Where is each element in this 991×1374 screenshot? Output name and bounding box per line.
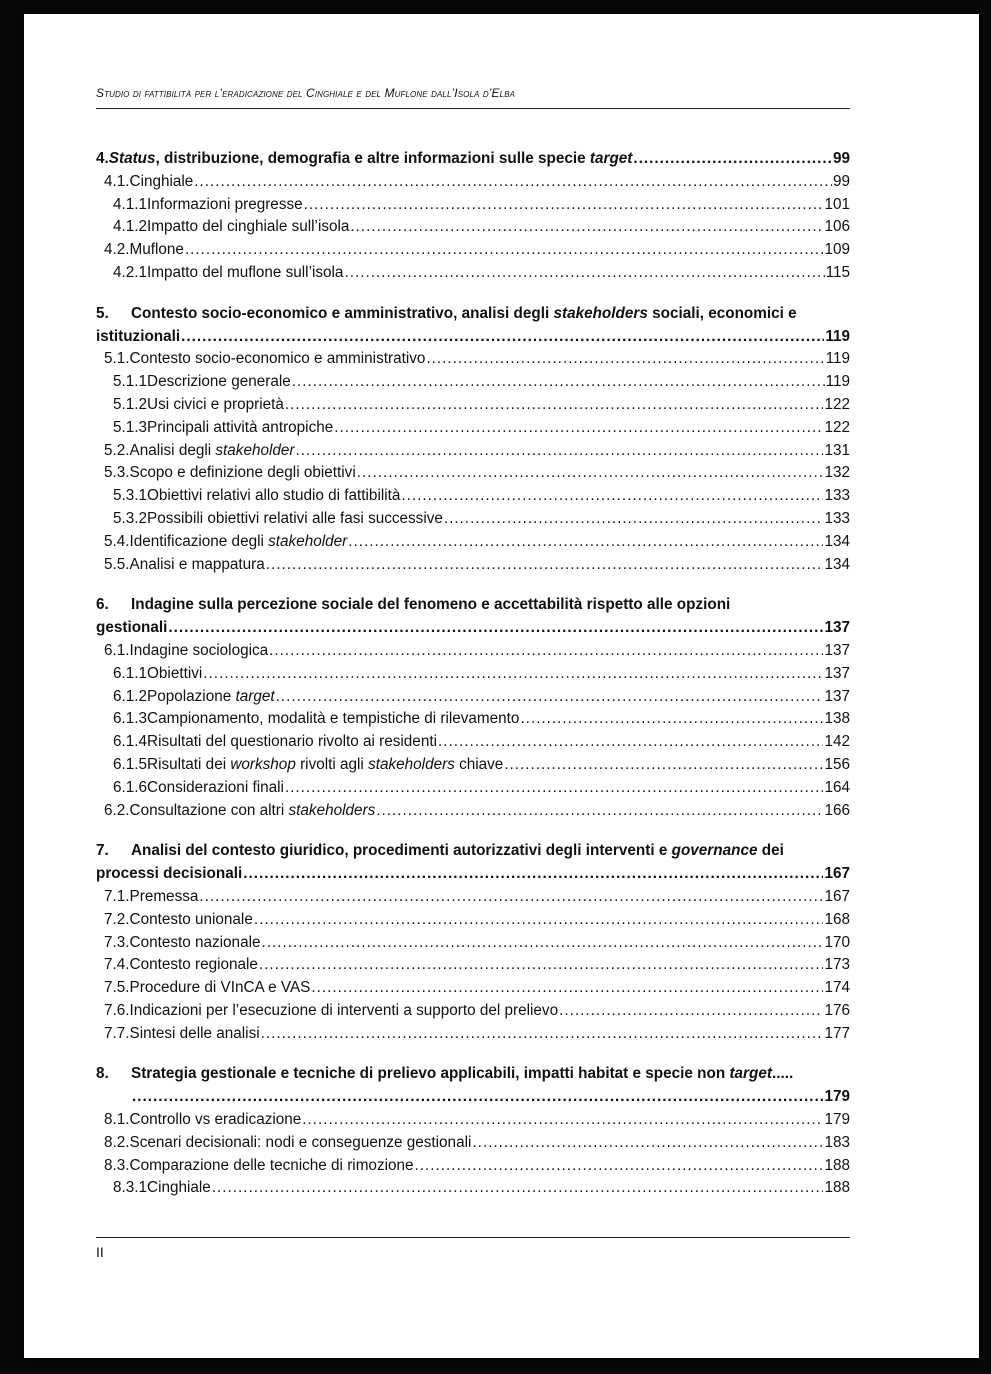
toc-entry[interactable] [96, 1000, 850, 1023]
title-part: Strategia gestionale e tecniche di prelievo applicabili, impatti habitat e specie non [131, 1065, 730, 1083]
toc-entry[interactable] [96, 954, 850, 977]
toc-entry-number: 6. [96, 596, 109, 614]
toc-entry-number: 7.4. [104, 956, 130, 974]
dot-leader [285, 777, 824, 800]
toc-entry[interactable] [96, 1177, 850, 1200]
toc-entry-title: Scopo e definizione degli obiettivi [129, 464, 356, 482]
title-part: stakeholder [268, 532, 348, 550]
toc-entry[interactable] [96, 216, 850, 239]
dot-leader [269, 640, 823, 663]
dot-leader [348, 531, 823, 554]
dot-leader [633, 148, 832, 171]
dot-leader [276, 686, 824, 709]
dot-leader [304, 194, 824, 217]
toc-entry-number: 8.2. [104, 1133, 130, 1151]
toc-entry-title: Risultati del questionario rivolto ai residenti [147, 733, 437, 751]
toc-entry-number: 5.1.1 [113, 373, 148, 391]
toc-entry-title: Impatto del cinghiale sull’isola [147, 218, 350, 236]
toc-entry[interactable] [96, 531, 850, 554]
toc-page-number: 137 [824, 641, 850, 659]
toc-entry[interactable] [96, 663, 850, 686]
toc-page-number: 134 [824, 555, 850, 573]
title-part: workshop [230, 755, 296, 773]
toc-entry-number: 5.3. [104, 464, 130, 482]
toc-page-number: 122 [824, 395, 850, 413]
title-part: rivolti agli [295, 755, 369, 773]
dot-leader [311, 977, 823, 1000]
table-of-contents [96, 148, 850, 1200]
toc-entry-heading-line[interactable] [96, 863, 850, 886]
toc-entry-number: 7.5. [104, 979, 130, 997]
toc-entry-number: 4.2.1 [113, 263, 148, 281]
dot-leader [472, 1132, 823, 1155]
toc-entry-title: Muflone [129, 241, 184, 259]
toc-entry-number: 6.1.6 [113, 778, 148, 796]
dot-leader [285, 394, 824, 417]
page-footer [96, 1237, 850, 1260]
toc-page-number: 137 [824, 687, 850, 705]
toc-entry-heading-line[interactable] [96, 594, 850, 617]
toc-page-number: 174 [824, 979, 850, 997]
toc-page-number: 122 [824, 418, 850, 436]
title-part: Analisi del contesto giuridico, procedimenti autorizzativi degli interventi e [131, 842, 672, 860]
title-part: Risultati dei [147, 755, 231, 773]
toc-entry[interactable] [96, 462, 850, 485]
toc-page-number: 167 [824, 865, 850, 883]
dot-leader [559, 1000, 823, 1023]
toc-entry-heading-line[interactable] [96, 1063, 850, 1086]
dot-leader [302, 1109, 823, 1132]
toc-entry-title: Indagine sociologica [129, 641, 269, 659]
toc-entry-number: 5.4. [104, 532, 130, 550]
dot-leader [296, 440, 824, 463]
title-part: target [729, 1065, 772, 1083]
toc-page-number: 101 [824, 195, 850, 213]
toc-entry-number: 4.2. [104, 241, 130, 259]
toc-chapter-7 [96, 840, 850, 1045]
toc-entry-number: 5.1.3 [113, 418, 148, 436]
running-header [96, 84, 850, 109]
toc-page-number: 168 [824, 910, 850, 928]
toc-page-number: 179 [824, 1088, 850, 1106]
toc-page-number: 137 [824, 619, 850, 637]
dot-leader [292, 371, 825, 394]
dot-leader [376, 800, 823, 823]
dot-leader [444, 508, 824, 531]
toc-entry[interactable] [96, 640, 850, 663]
toc-page-number: 176 [824, 1001, 850, 1019]
toc-entry-title: Possibili obiettivi relativi alle fasi successive [147, 509, 443, 527]
toc-entry[interactable] [96, 348, 850, 371]
toc-page-number: 173 [824, 956, 850, 974]
toc-entry-title: Sintesi delle analisi [129, 1024, 260, 1042]
toc-entry-title: Cinghiale [129, 172, 194, 190]
toc-entry[interactable] [96, 194, 850, 217]
toc-entry-title: Comparazione delle tecniche di rimozione [129, 1156, 414, 1174]
dot-leader [261, 932, 823, 955]
toc-entry-title [147, 686, 275, 709]
title-part: istituzionali [96, 327, 181, 345]
toc-entry-heading-line[interactable] [96, 617, 850, 640]
toc-entry-number: 6.1. [104, 641, 130, 659]
title-part: Consultazione con altri [129, 801, 289, 819]
toc-entry[interactable] [96, 1023, 850, 1046]
toc-entry[interactable] [96, 1132, 850, 1155]
toc-entry-number: 5.3.2 [113, 509, 148, 527]
toc-entry[interactable] [96, 394, 850, 417]
toc-entry-title: Cinghiale [147, 1179, 211, 1197]
toc-entry[interactable] [96, 371, 850, 394]
toc-entry-number: 6.1.1 [113, 664, 148, 682]
toc-page-number: 167 [824, 887, 850, 905]
title-part: stakeholders [553, 304, 648, 322]
toc-entry-number: 6.2. [104, 801, 130, 819]
title-part: Status [108, 150, 156, 167]
toc-entry-title: Premessa [129, 887, 199, 905]
toc-entry-heading-line[interactable] [96, 303, 850, 326]
toc-entry-title: Impatto del muflone sull’isola [147, 263, 344, 281]
toc-entry-number: 6.1.3 [113, 710, 148, 728]
toc-entry-title: Obiettivi [147, 664, 203, 682]
toc-page-number: 119 [825, 327, 850, 345]
dot-leader [344, 262, 824, 285]
title-part: Analisi degli [129, 441, 216, 459]
title-part: ..... [771, 1065, 794, 1083]
toc-entry-number: 6.1.2 [113, 687, 148, 705]
toc-entry[interactable] [96, 909, 850, 932]
toc-page-number: 142 [824, 733, 850, 751]
toc-entry[interactable] [96, 731, 850, 754]
toc-page-number: 119 [825, 350, 850, 368]
toc-page-number: 99 [832, 172, 850, 190]
title-part: governance [671, 842, 758, 860]
toc-entry-title: Indicazioni per l’esecuzione di interventi a supporto del prelievo [129, 1001, 559, 1019]
dot-leader [401, 485, 823, 508]
toc-entry-title: Contesto nazionale [129, 933, 261, 951]
toc-page-number: 177 [824, 1024, 850, 1042]
toc-page-number: 109 [824, 241, 850, 259]
toc-page-number: 188 [824, 1179, 850, 1197]
dot-leader [266, 554, 824, 577]
toc-entry-title: Scenari decisionali: nodi e conseguenze gestionali [129, 1133, 472, 1151]
toc-entry-title: Contesto regionale [129, 956, 258, 974]
dot-leader [212, 1177, 824, 1200]
toc-entry-title: Informazioni pregresse [147, 195, 303, 213]
toc-page-number: 132 [824, 464, 850, 482]
toc-entry-title: Contesto unionale [129, 910, 253, 928]
toc-entry-number: 5.5. [104, 555, 130, 573]
toc-entry-heading-line[interactable] [96, 326, 850, 349]
toc-page-number: 188 [824, 1156, 850, 1174]
toc-entry[interactable] [96, 239, 850, 262]
title-part: sociali, economici e [647, 304, 797, 322]
toc-entry[interactable] [96, 686, 850, 709]
toc-page-number: 164 [824, 778, 850, 796]
dot-leader [181, 326, 824, 349]
toc-entry-number: 8.3. [104, 1156, 130, 1174]
toc-entry-title [130, 440, 295, 463]
toc-entry-title: Descrizione generale [147, 373, 291, 391]
toc-entry-number: 5.2. [104, 441, 130, 459]
toc-entry-title: Procedure di VInCA e VAS [129, 979, 311, 997]
toc-chapter-6 [96, 594, 850, 822]
title-part: target [235, 687, 275, 705]
dot-leader [243, 863, 823, 886]
dot-leader [132, 1086, 823, 1109]
toc-entry-number: 4.1.2 [113, 218, 148, 236]
dot-leader [259, 954, 824, 977]
dot-leader [504, 754, 823, 777]
toc-page-number: 138 [824, 710, 850, 728]
dot-leader [185, 239, 824, 262]
toc-entry[interactable] [96, 1109, 850, 1132]
toc-entry-title [130, 800, 376, 823]
toc-entry-number: 7. [96, 842, 109, 860]
toc-entry-heading-line[interactable] [96, 840, 850, 863]
toc-entry-number: 6.1.5 [113, 755, 148, 773]
toc-entry-number: 8.3.1 [113, 1179, 148, 1197]
dot-leader [350, 216, 823, 239]
toc-entry-number: 7.6. [104, 1001, 130, 1019]
title-part: gestionali [96, 619, 168, 637]
dot-leader [254, 909, 824, 932]
toc-entry[interactable] [96, 508, 850, 531]
dot-leader [357, 462, 824, 485]
title-part: , distribuzione, demografia e altre informazioni sulle specie [155, 150, 590, 167]
toc-entry-number: 4.1.1 [113, 195, 148, 213]
toc-entry-number: 7.3. [104, 933, 130, 951]
title-part: Contesto socio-economico e amministrativo, analisi degli [131, 304, 554, 322]
toc-entry[interactable] [96, 977, 850, 1000]
toc-entry-title: Considerazioni finali [147, 778, 284, 796]
dot-leader [334, 417, 823, 440]
dot-leader [415, 1155, 824, 1178]
dot-leader [168, 617, 823, 640]
toc-entry[interactable] [96, 800, 850, 823]
title-part: target [589, 150, 633, 167]
title-part: stakeholder [215, 441, 295, 459]
toc-entry-number: 7.1. [104, 887, 130, 905]
toc-entry[interactable] [96, 754, 850, 777]
toc-page-number: 99 [832, 150, 850, 167]
toc-page-number: 170 [824, 933, 850, 951]
toc-entry-number: 5.1.2 [113, 395, 148, 413]
toc-page-number: 115 [825, 263, 850, 281]
toc-entry[interactable] [96, 777, 850, 800]
toc-entry[interactable] [96, 1155, 850, 1178]
toc-page-number: 133 [824, 487, 850, 505]
toc-page-number: 137 [824, 664, 850, 682]
toc-entry-title: Obiettivi relativi allo studio di fattibilità [147, 487, 401, 505]
dot-leader [438, 731, 823, 754]
toc-page-number: 131 [824, 441, 850, 459]
toc-entry-number: 5.3.1 [113, 487, 148, 505]
dot-leader [426, 348, 824, 371]
toc-page-number: 166 [824, 801, 850, 819]
page-label: II [96, 1244, 104, 1260]
toc-entry-number: 4.1. [104, 172, 130, 190]
toc-entry-title: Controllo vs eradicazione [129, 1111, 302, 1129]
dot-leader [194, 171, 832, 194]
title-part: Indagine sulla percezione sociale del fenomeno e accettabilità rispetto alle opzioni [131, 596, 731, 614]
dot-leader [261, 1023, 824, 1046]
title-part: chiave [454, 755, 504, 773]
title-part: Popolazione [147, 687, 236, 705]
toc-entry-title [109, 148, 633, 171]
toc-entry-number: 5. [96, 304, 109, 322]
toc-page-number: 119 [825, 373, 850, 391]
toc-page-number: 179 [824, 1111, 850, 1129]
toc-entry-number: 5.1. [104, 350, 130, 368]
title-part: dei [757, 842, 784, 860]
toc-entry-heading-line[interactable] [96, 1086, 850, 1109]
toc-page-number: 156 [824, 755, 850, 773]
toc-entry[interactable] [96, 417, 850, 440]
toc-entry-title: Usi civici e proprietà [147, 395, 284, 413]
toc-chapter-5 [96, 303, 850, 577]
title-part: stakeholders [368, 755, 455, 773]
dot-leader [199, 886, 823, 909]
toc-entry[interactable] [96, 171, 850, 194]
toc-entry-number: 6.1.4 [113, 733, 148, 751]
toc-page-number: 134 [824, 532, 850, 550]
toc-entry-title [147, 754, 503, 777]
toc-entry-title: Principali attività antropiche [147, 418, 334, 436]
toc-entry-title: Analisi e mappatura [129, 555, 265, 573]
toc-entry[interactable] [96, 554, 850, 577]
dot-leader [203, 663, 823, 686]
toc-entry-title: Campionamento, modalità e tempistiche di rilevamento [147, 710, 520, 728]
title-part: Identificazione degli [129, 532, 269, 550]
dot-leader [520, 708, 823, 731]
toc-entry[interactable] [96, 440, 850, 463]
toc-entry-number: 7.7. [104, 1024, 130, 1042]
toc-entry[interactable] [96, 148, 850, 171]
toc-entry-number: 8. [96, 1065, 109, 1083]
toc-entry-title: Contesto socio-economico e amministrativo [129, 350, 426, 368]
toc-chapter-8 [96, 1063, 850, 1200]
toc-entry-number: 4. [96, 150, 109, 167]
toc-entry[interactable] [96, 886, 850, 909]
toc-page-number: 133 [824, 509, 850, 527]
toc-entry[interactable] [96, 485, 850, 508]
toc-entry-number: 8.1. [104, 1111, 130, 1129]
title-part: processi decisionali [96, 865, 243, 883]
toc-page-number: 183 [824, 1133, 850, 1151]
toc-page-number: 106 [824, 218, 850, 236]
title-part: stakeholders [288, 801, 376, 819]
header-text: Studio di fattibilità per l’eradicazione del Cinghiale e del Muflone dall’Isola d’Elba [96, 86, 516, 100]
toc-entry[interactable] [96, 262, 850, 285]
toc-chapter-4 [96, 148, 850, 285]
toc-entry-number: 7.2. [104, 910, 130, 928]
toc-entry-title [130, 531, 348, 554]
toc-entry[interactable] [96, 932, 850, 955]
toc-entry[interactable] [96, 708, 850, 731]
